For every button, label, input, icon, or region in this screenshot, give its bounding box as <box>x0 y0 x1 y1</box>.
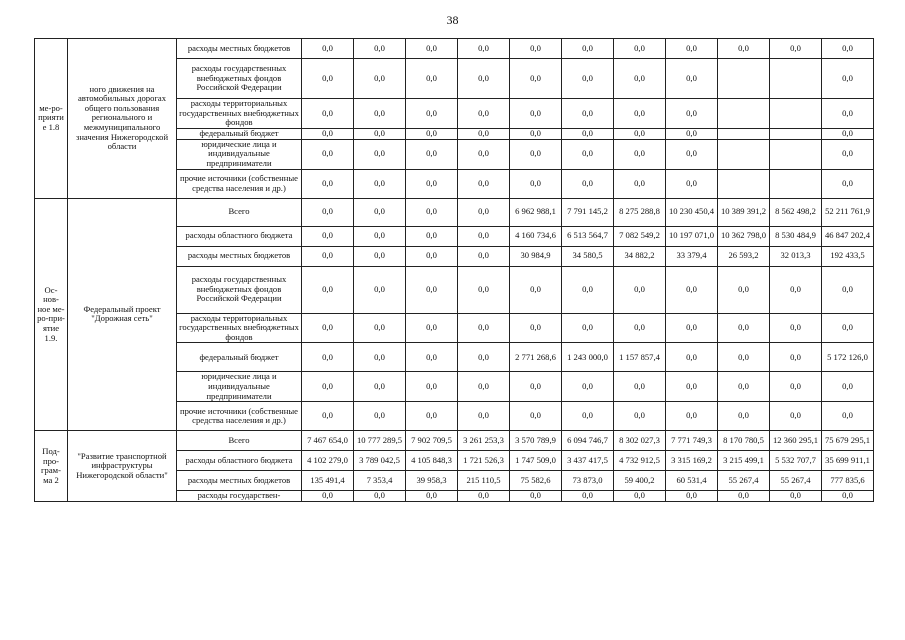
value-cell: 2 771 268,6 <box>510 343 562 372</box>
value-cell: 0,0 <box>302 266 354 313</box>
value-cell: 0,0 <box>562 491 614 502</box>
value-cell: 30 984,9 <box>510 246 562 266</box>
funding-source-cell: Всего <box>177 431 302 451</box>
value-cell: 0,0 <box>614 139 666 169</box>
budget-table-body <box>35 39 874 502</box>
measure-code-cell: Ос-нов-ное ме-ро-при-ятие 1.9. <box>35 198 68 431</box>
funding-source-cell: Всего <box>177 198 302 226</box>
value-cell: 0,0 <box>614 128 666 139</box>
value-cell <box>718 169 770 198</box>
value-cell: 0,0 <box>510 491 562 502</box>
value-cell: 55 267,4 <box>718 471 770 491</box>
value-cell: 4 732 912,5 <box>614 451 666 471</box>
value-cell: 0,0 <box>302 343 354 372</box>
value-cell: 4 102 279,0 <box>302 451 354 471</box>
value-cell: 1 721 526,3 <box>458 451 510 471</box>
value-cell: 0,0 <box>666 59 718 99</box>
value-cell: 59 400,2 <box>614 471 666 491</box>
value-cell: 0,0 <box>406 198 458 226</box>
value-cell: 0,0 <box>302 491 354 502</box>
value-cell: 0,0 <box>354 39 406 59</box>
value-cell: 0,0 <box>822 39 874 59</box>
value-cell: 8 530 484,9 <box>770 226 822 246</box>
value-cell: 0,0 <box>354 99 406 129</box>
value-cell: 3 315 169,2 <box>666 451 718 471</box>
value-cell: 0,0 <box>458 39 510 59</box>
value-cell: 7 353,4 <box>354 471 406 491</box>
value-cell: 0,0 <box>510 139 562 169</box>
value-cell: 0,0 <box>562 313 614 343</box>
value-cell: 1 157 857,4 <box>614 343 666 372</box>
value-cell: 0,0 <box>510 313 562 343</box>
value-cell <box>770 128 822 139</box>
funding-source-cell: прочие источники (собственные средства населения и др.) <box>177 169 302 198</box>
value-cell: 0,0 <box>562 99 614 129</box>
value-cell: 0,0 <box>718 402 770 431</box>
value-cell: 10 230 450,4 <box>666 198 718 226</box>
value-cell: 0,0 <box>458 226 510 246</box>
value-cell: 5 532 707,7 <box>770 451 822 471</box>
value-cell: 4 105 848,3 <box>406 451 458 471</box>
value-cell: 0,0 <box>614 402 666 431</box>
value-cell: 32 013,3 <box>770 246 822 266</box>
funding-source-cell: расходы территориальных государственных внебюджетных фондов <box>177 99 302 129</box>
funding-source-cell: расходы областного бюджета <box>177 226 302 246</box>
value-cell: 0,0 <box>614 372 666 402</box>
value-cell: 0,0 <box>770 402 822 431</box>
value-cell: 0,0 <box>822 128 874 139</box>
budget-table <box>34 38 874 502</box>
value-cell: 0,0 <box>614 99 666 129</box>
value-cell: 3 261 253,3 <box>458 431 510 451</box>
value-cell: 73 873,0 <box>562 471 614 491</box>
value-cell: 0,0 <box>458 59 510 99</box>
value-cell: 0,0 <box>614 39 666 59</box>
value-cell: 0,0 <box>510 169 562 198</box>
value-cell: 0,0 <box>562 59 614 99</box>
value-cell: 52 211 761,9 <box>822 198 874 226</box>
value-cell: 0,0 <box>614 266 666 313</box>
value-cell: 6 513 564,7 <box>562 226 614 246</box>
value-cell: 0,0 <box>718 343 770 372</box>
value-cell: 192 433,5 <box>822 246 874 266</box>
value-cell: 0,0 <box>354 226 406 246</box>
value-cell: 0,0 <box>822 402 874 431</box>
value-cell: 0,0 <box>770 39 822 59</box>
value-cell: 46 847 202,4 <box>822 226 874 246</box>
value-cell <box>770 59 822 99</box>
value-cell: 0,0 <box>822 491 874 502</box>
value-cell: 0,0 <box>510 266 562 313</box>
value-cell: 0,0 <box>302 99 354 129</box>
value-cell: 0,0 <box>458 402 510 431</box>
value-cell: 35 699 911,1 <box>822 451 874 471</box>
value-cell: 6 094 746,7 <box>562 431 614 451</box>
value-cell: 0,0 <box>406 491 458 502</box>
funding-source-cell: расходы государственных внебюджетных фондов Российской Федерации <box>177 266 302 313</box>
value-cell: 0,0 <box>770 313 822 343</box>
value-cell: 3 570 789,9 <box>510 431 562 451</box>
value-cell: 0,0 <box>666 128 718 139</box>
value-cell: 0,0 <box>354 198 406 226</box>
value-cell: 0,0 <box>302 402 354 431</box>
value-cell: 0,0 <box>562 169 614 198</box>
value-cell: 55 267,4 <box>770 471 822 491</box>
value-cell: 34 882,2 <box>614 246 666 266</box>
value-cell: 75 582,6 <box>510 471 562 491</box>
value-cell: 0,0 <box>770 491 822 502</box>
value-cell: 0,0 <box>354 139 406 169</box>
value-cell: 0,0 <box>302 128 354 139</box>
table-row <box>35 431 874 451</box>
value-cell: 0,0 <box>406 246 458 266</box>
value-cell: 0,0 <box>406 226 458 246</box>
value-cell: 0,0 <box>770 343 822 372</box>
value-cell: 0,0 <box>458 139 510 169</box>
value-cell: 0,0 <box>406 266 458 313</box>
value-cell: 6 962 988,1 <box>510 198 562 226</box>
value-cell: 0,0 <box>354 266 406 313</box>
value-cell: 0,0 <box>666 372 718 402</box>
value-cell: 0,0 <box>406 372 458 402</box>
value-cell: 0,0 <box>406 139 458 169</box>
funding-source-cell: расходы государственных внебюджетных фондов Российской Федерации <box>177 59 302 99</box>
value-cell: 4 160 734,6 <box>510 226 562 246</box>
value-cell: 0,0 <box>302 169 354 198</box>
value-cell: 33 379,4 <box>666 246 718 266</box>
measure-name-cell: "Развитие транспортной инфраструктуры Нижегородской области" <box>68 431 177 502</box>
value-cell: 7 771 749,3 <box>666 431 718 451</box>
funding-source-cell: расходы областного бюджета <box>177 451 302 471</box>
value-cell: 0,0 <box>458 246 510 266</box>
value-cell: 0,0 <box>822 99 874 129</box>
value-cell: 3 437 417,5 <box>562 451 614 471</box>
value-cell: 0,0 <box>614 313 666 343</box>
value-cell: 0,0 <box>510 99 562 129</box>
value-cell: 0,0 <box>406 99 458 129</box>
value-cell: 0,0 <box>458 491 510 502</box>
value-cell: 0,0 <box>458 169 510 198</box>
value-cell <box>718 128 770 139</box>
value-cell: 0,0 <box>302 372 354 402</box>
value-cell: 1 747 509,0 <box>510 451 562 471</box>
funding-source-cell: юридические лица и индивидуальные предприниматели <box>177 139 302 169</box>
value-cell: 0,0 <box>302 246 354 266</box>
value-cell: 0,0 <box>510 128 562 139</box>
value-cell: 0,0 <box>354 313 406 343</box>
value-cell: 39 958,3 <box>406 471 458 491</box>
measure-name-cell: ного движения на автомобильных дорогах общего пользования регионального и межмуниципального значения Нижегородской области <box>68 39 177 199</box>
value-cell: 0,0 <box>562 139 614 169</box>
value-cell: 0,0 <box>302 59 354 99</box>
value-cell: 0,0 <box>562 266 614 313</box>
value-cell: 0,0 <box>458 266 510 313</box>
funding-source-cell: расходы местных бюджетов <box>177 246 302 266</box>
value-cell: 0,0 <box>302 39 354 59</box>
value-cell: 0,0 <box>458 99 510 129</box>
value-cell: 0,0 <box>406 313 458 343</box>
value-cell: 0,0 <box>562 372 614 402</box>
value-cell: 0,0 <box>510 402 562 431</box>
value-cell: 0,0 <box>666 402 718 431</box>
value-cell <box>718 99 770 129</box>
value-cell: 0,0 <box>406 59 458 99</box>
value-cell: 0,0 <box>406 402 458 431</box>
value-cell: 0,0 <box>770 372 822 402</box>
value-cell: 0,0 <box>406 128 458 139</box>
table-row <box>35 198 874 226</box>
value-cell: 0,0 <box>822 59 874 99</box>
funding-source-cell: расходы местных бюджетов <box>177 39 302 59</box>
value-cell: 0,0 <box>354 343 406 372</box>
measure-code-cell: ме-ро-приятие 1.8 <box>35 39 68 199</box>
value-cell: 0,0 <box>302 313 354 343</box>
value-cell: 0,0 <box>718 313 770 343</box>
value-cell: 0,0 <box>614 491 666 502</box>
value-cell <box>770 139 822 169</box>
value-cell: 135 491,4 <box>302 471 354 491</box>
funding-source-cell: расходы местных бюджетов <box>177 471 302 491</box>
value-cell: 0,0 <box>406 343 458 372</box>
value-cell: 0,0 <box>562 39 614 59</box>
page-number: 38 <box>446 13 459 27</box>
value-cell: 0,0 <box>354 169 406 198</box>
value-cell: 0,0 <box>666 491 718 502</box>
funding-source-cell: расходы государствен- <box>177 491 302 502</box>
value-cell: 777 835,6 <box>822 471 874 491</box>
value-cell: 7 902 709,5 <box>406 431 458 451</box>
value-cell: 0,0 <box>822 372 874 402</box>
funding-source-cell: федеральный бюджет <box>177 343 302 372</box>
value-cell: 8 302 027,3 <box>614 431 666 451</box>
value-cell: 8 562 498,2 <box>770 198 822 226</box>
value-cell: 0,0 <box>718 491 770 502</box>
value-cell <box>718 139 770 169</box>
value-cell: 0,0 <box>718 372 770 402</box>
value-cell: 0,0 <box>354 491 406 502</box>
value-cell: 0,0 <box>666 169 718 198</box>
value-cell: 0,0 <box>302 226 354 246</box>
value-cell: 0,0 <box>510 39 562 59</box>
funding-source-cell: прочие источники (собственные средства населения и др.) <box>177 402 302 431</box>
value-cell: 0,0 <box>562 128 614 139</box>
value-cell: 0,0 <box>510 372 562 402</box>
value-cell: 0,0 <box>614 169 666 198</box>
value-cell: 0,0 <box>822 139 874 169</box>
value-cell: 0,0 <box>666 313 718 343</box>
value-cell: 3 215 499,1 <box>718 451 770 471</box>
funding-source-cell: юридические лица и индивидуальные предприниматели <box>177 372 302 402</box>
value-cell: 34 580,5 <box>562 246 614 266</box>
value-cell: 0,0 <box>822 313 874 343</box>
value-cell: 7 791 145,2 <box>562 198 614 226</box>
value-cell: 0,0 <box>458 372 510 402</box>
value-cell: 0,0 <box>822 266 874 313</box>
value-cell: 0,0 <box>458 128 510 139</box>
table-row <box>35 39 874 59</box>
value-cell: 0,0 <box>666 343 718 372</box>
value-cell: 0,0 <box>458 343 510 372</box>
value-cell: 0,0 <box>562 402 614 431</box>
value-cell: 60 531,4 <box>666 471 718 491</box>
value-cell: 0,0 <box>666 139 718 169</box>
value-cell: 0,0 <box>666 266 718 313</box>
value-cell <box>718 59 770 99</box>
funding-source-cell: федеральный бюджет <box>177 128 302 139</box>
value-cell: 0,0 <box>302 198 354 226</box>
value-cell: 5 172 126,0 <box>822 343 874 372</box>
value-cell: 26 593,2 <box>718 246 770 266</box>
value-cell: 0,0 <box>666 99 718 129</box>
value-cell: 0,0 <box>718 39 770 59</box>
value-cell: 10 777 289,5 <box>354 431 406 451</box>
value-cell: 0,0 <box>718 266 770 313</box>
value-cell: 8 170 780,5 <box>718 431 770 451</box>
value-cell: 0,0 <box>822 169 874 198</box>
value-cell: 0,0 <box>354 59 406 99</box>
funding-source-cell: расходы территориальных государственных внебюджетных фондов <box>177 313 302 343</box>
value-cell: 8 275 288,8 <box>614 198 666 226</box>
value-cell: 7 467 654,0 <box>302 431 354 451</box>
value-cell: 0,0 <box>406 39 458 59</box>
value-cell <box>770 99 822 129</box>
value-cell: 215 110,5 <box>458 471 510 491</box>
value-cell: 0,0 <box>770 266 822 313</box>
value-cell: 10 197 071,0 <box>666 226 718 246</box>
value-cell: 0,0 <box>510 59 562 99</box>
value-cell: 10 362 798,0 <box>718 226 770 246</box>
measure-code-cell: Под-про-грам-ма 2 <box>35 431 68 502</box>
value-cell: 0,0 <box>354 402 406 431</box>
value-cell: 0,0 <box>354 128 406 139</box>
value-cell <box>770 169 822 198</box>
value-cell: 3 789 042,5 <box>354 451 406 471</box>
value-cell: 0,0 <box>666 39 718 59</box>
value-cell: 0,0 <box>614 59 666 99</box>
value-cell: 7 082 549,2 <box>614 226 666 246</box>
value-cell: 0,0 <box>458 198 510 226</box>
value-cell: 0,0 <box>302 139 354 169</box>
value-cell: 1 243 000,0 <box>562 343 614 372</box>
value-cell: 0,0 <box>354 246 406 266</box>
measure-name-cell: Федеральный проект "Дорожная сеть" <box>68 198 177 431</box>
value-cell: 0,0 <box>354 372 406 402</box>
value-cell: 75 679 295,1 <box>822 431 874 451</box>
value-cell: 10 389 391,2 <box>718 198 770 226</box>
value-cell: 0,0 <box>458 313 510 343</box>
value-cell: 0,0 <box>406 169 458 198</box>
value-cell: 12 360 295,1 <box>770 431 822 451</box>
